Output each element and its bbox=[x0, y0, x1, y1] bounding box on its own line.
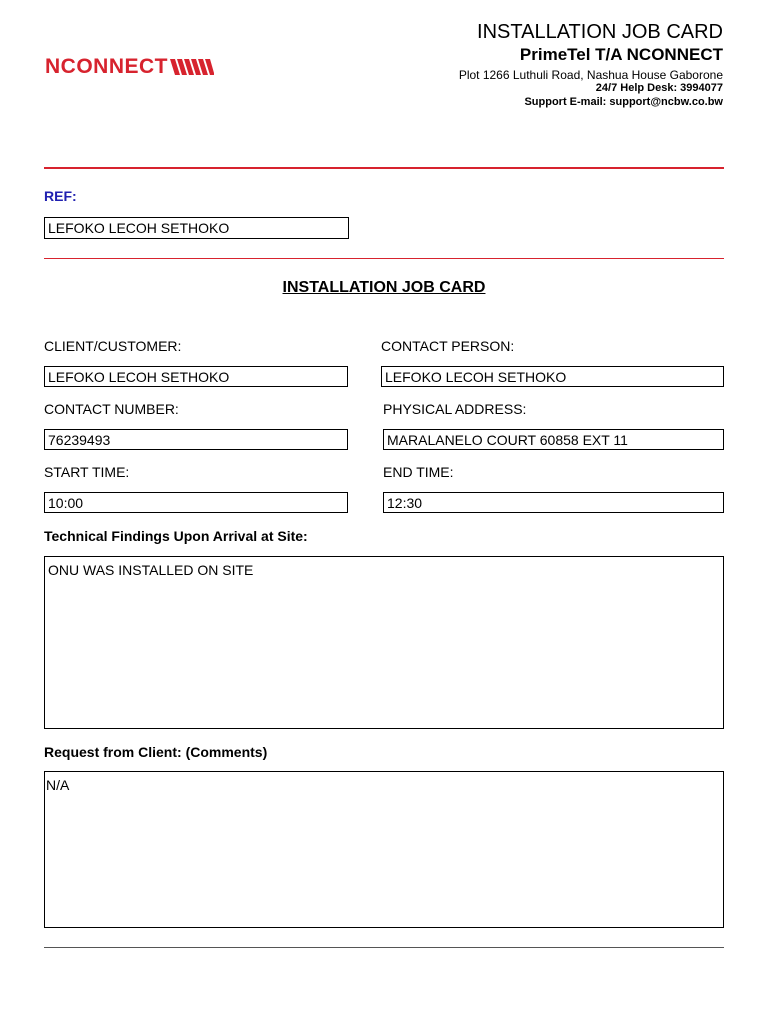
form-title: INSTALLATION JOB CARD bbox=[282, 279, 486, 296]
contact-number-field[interactable]: 76239493 bbox=[44, 429, 348, 450]
company-logo bbox=[45, 56, 214, 77]
start-time-field[interactable]: 10:00 bbox=[44, 492, 348, 513]
client-label: CLIENT/CUSTOMER: bbox=[44, 338, 182, 354]
technical-findings-label: Technical Findings Upon Arrival at Site: bbox=[44, 528, 308, 544]
header-address: Plot 1266 Luthuli Road, Nashua House Gaborone bbox=[458, 68, 723, 82]
contact-person-field[interactable]: LEFOKO LECOH SETHOKO bbox=[381, 366, 724, 387]
header-company: PrimeTel T/A NCONNECT bbox=[519, 45, 723, 64]
technical-findings-field[interactable]: ONU WAS INSTALLED ON SITE bbox=[44, 556, 724, 729]
client-request-field[interactable]: N/A bbox=[44, 771, 724, 928]
end-time-label: END TIME: bbox=[383, 464, 454, 480]
contact-number-label: CONTACT NUMBER: bbox=[44, 401, 179, 417]
client-request-label: Request from Client: (Comments) bbox=[44, 744, 268, 760]
ref-divider bbox=[44, 258, 724, 259]
contact-person-label: CONTACT PERSON: bbox=[381, 338, 515, 354]
ref-label: REF: bbox=[44, 188, 77, 204]
physical-address-label: PHYSICAL ADDRESS: bbox=[383, 401, 527, 417]
footer-divider bbox=[44, 947, 724, 948]
ref-field[interactable]: LEFOKO LECOH SETHOKO bbox=[44, 217, 349, 239]
header-helpdesk: 24/7 Help Desk: 3994077 bbox=[595, 82, 723, 94]
end-time-field[interactable]: 12:30 bbox=[383, 492, 724, 513]
header-divider bbox=[44, 167, 724, 169]
logo-wordmark: NCONNECT bbox=[45, 55, 168, 78]
physical-address-field[interactable]: MARALANELO COURT 60858 EXT 11 bbox=[383, 429, 724, 450]
start-time-label: START TIME: bbox=[44, 464, 130, 480]
logo-stripes-icon bbox=[170, 58, 214, 76]
header-title: INSTALLATION JOB CARD bbox=[477, 21, 723, 43]
header-support-email: Support E-mail: support@ncbw.co.bw bbox=[524, 96, 723, 108]
client-field[interactable]: LEFOKO LECOH SETHOKO bbox=[44, 366, 348, 387]
